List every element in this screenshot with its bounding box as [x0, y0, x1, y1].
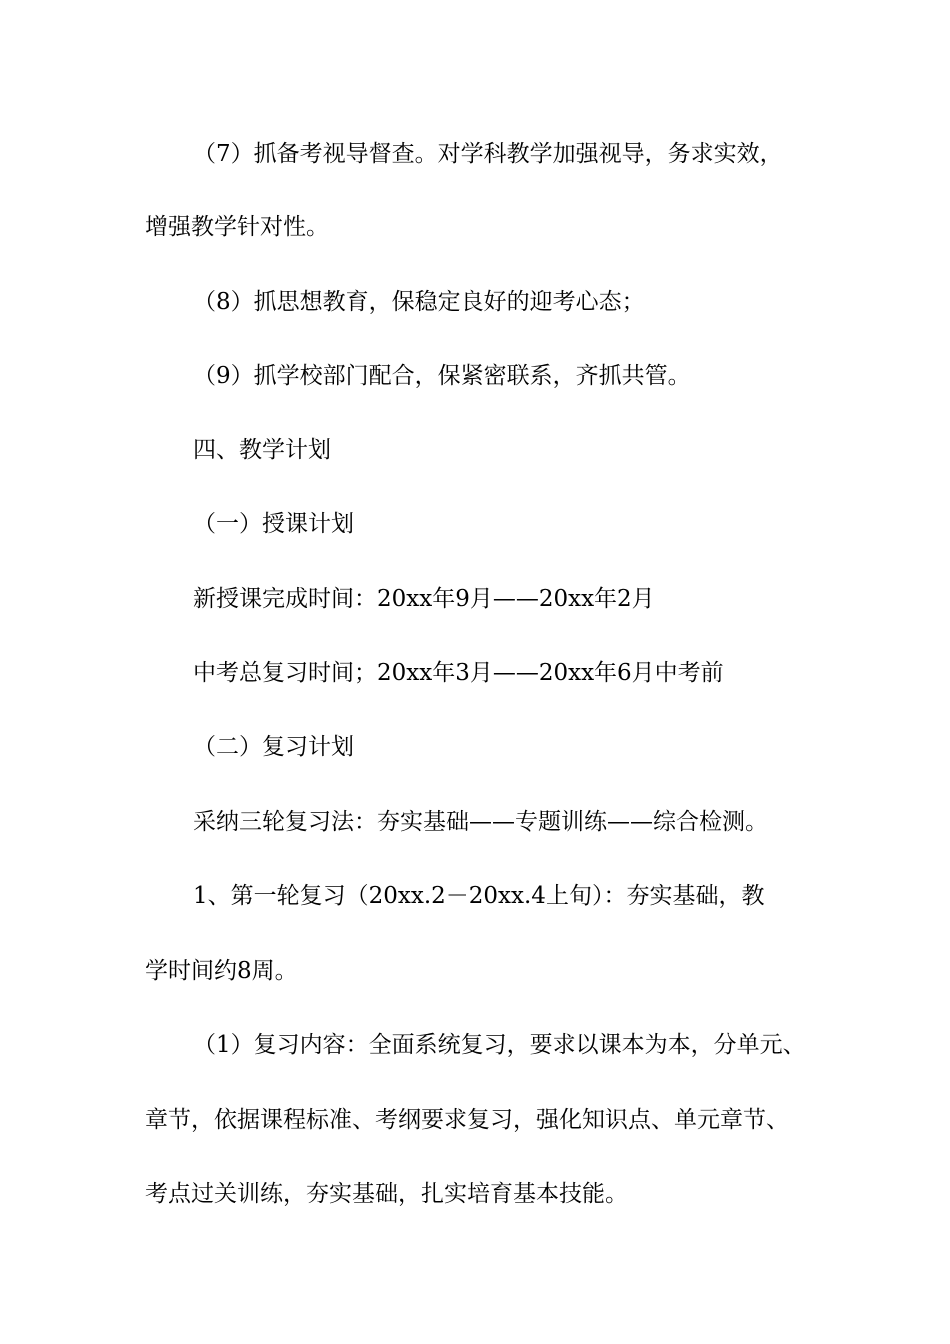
paragraph-line: 中考总复习时间；20xx年3月——20xx年6月中考前 [193, 660, 724, 686]
paragraph-line: （1）复习内容：全面系统复习，要求以课本为本，分单元、 [193, 1032, 806, 1058]
subsection-heading: （二）复习计划 [193, 734, 354, 760]
paragraph-line: 采纳三轮复习法：夯实基础——专题训练——综合检测。 [193, 809, 768, 835]
paragraph-line: （9）抓学校部门配合，保紧密联系，齐抓共管。 [193, 363, 691, 389]
paragraph-line: （7）抓备考视导督查。对学科教学加强视导，务求实效， [193, 141, 783, 167]
paragraph-line: 增强教学针对性。 [145, 214, 329, 240]
paragraph-line: （8）抓思想教育，保稳定良好的迎考心态； [193, 289, 645, 315]
paragraph-line: 考点过关训练，夯实基础，扎实培育基本技能。 [145, 1181, 628, 1207]
subsection-heading: （一）授课计划 [193, 511, 354, 537]
paragraph-line: 章节，依据课程标准、考纲要求复习，强化知识点、单元章节、 [145, 1107, 789, 1133]
paragraph-line: 1、第一轮复习（20xx.2－20xx.4上旬）：夯实基础，教 [193, 883, 765, 909]
section-heading: 四、教学计划 [193, 437, 331, 463]
paragraph-line: 新授课完成时间：20xx年9月——20xx年2月 [193, 586, 655, 612]
paragraph-line: 学时间约8周。 [145, 958, 298, 984]
